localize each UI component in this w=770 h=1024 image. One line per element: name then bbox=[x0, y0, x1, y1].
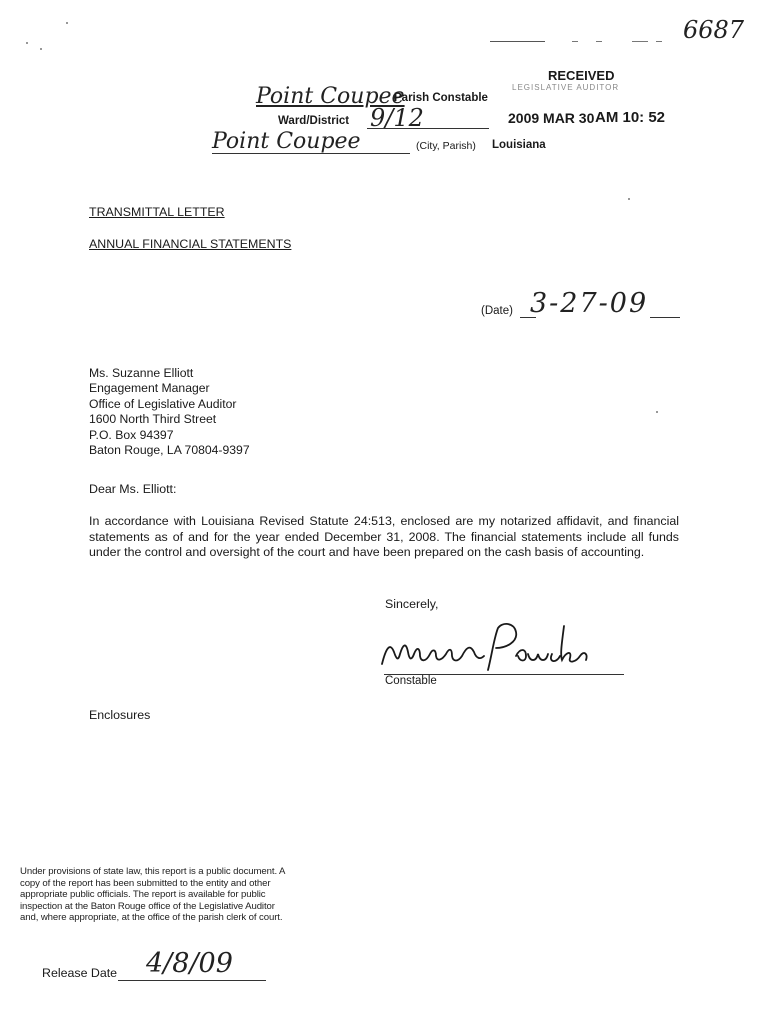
signer-title: Constable bbox=[385, 675, 437, 687]
scan-speck bbox=[66, 22, 68, 24]
city-handwritten: Point Coupee bbox=[212, 129, 361, 154]
date-label: (Date) bbox=[481, 305, 513, 317]
stamp-date: 2009 MAR 30 bbox=[508, 110, 595, 126]
salutation: Dear Ms. Elliott: bbox=[89, 482, 177, 496]
stamp-time: AM 10: 52 bbox=[595, 109, 666, 126]
scan-speck bbox=[26, 42, 28, 44]
address-line: 1600 North Third Street bbox=[89, 412, 217, 427]
release-handwritten: 4/8/09 bbox=[146, 948, 233, 979]
address-line: Office of Legislative Auditor bbox=[89, 396, 237, 411]
title-financial: ANNUAL FINANCIAL STATEMENTS bbox=[89, 237, 292, 251]
scan-speck bbox=[628, 198, 630, 200]
stamp-dept: LEGISLATIVE AUDITOR bbox=[512, 83, 620, 92]
city-label: (City, Parish) bbox=[416, 140, 476, 152]
address-line: Baton Rouge, LA 70804-9397 bbox=[89, 443, 250, 458]
release-label: Release Date bbox=[42, 966, 118, 980]
date-handwritten: 3-27-09 bbox=[530, 288, 649, 319]
recipient-address bbox=[89, 366, 250, 458]
corner-number: 6687 bbox=[683, 16, 745, 44]
top-dash bbox=[656, 41, 662, 42]
city-line bbox=[212, 153, 410, 154]
top-dash bbox=[490, 41, 545, 42]
scan-speck bbox=[40, 48, 42, 50]
state: Louisiana bbox=[492, 139, 546, 151]
enclosures: Enclosures bbox=[89, 708, 151, 722]
top-dash bbox=[572, 41, 578, 42]
release-line bbox=[118, 980, 266, 981]
body-paragraph: In accordance with Louisiana Revised Statute 24:513, enclosed are my notarized affidavit, and financial statements as of and for the year ended December 31, 2008. The financial statements include all funds under the control and oversight of the court and have been prepared on the cash basis of accounting. bbox=[89, 514, 679, 559]
date-line-tail bbox=[650, 317, 680, 318]
ward-handwritten: 9/12 bbox=[370, 104, 424, 132]
top-dash bbox=[596, 41, 602, 42]
top-dash bbox=[632, 41, 648, 42]
ward-label: Ward/District bbox=[278, 115, 350, 127]
title-transmittal: TRANSMITTAL LETTER bbox=[89, 205, 225, 219]
address-line: P.O. Box 94397 bbox=[89, 427, 174, 442]
public-notice: Under provisions of state law, this report is a public document. A copy of the report has been submitted to the entity and other appropriate public officials. The report is available for public inspection at the Baton Rouge office of the Legislative Auditor and, where appropriate, at the office of the parish clerk of court. bbox=[20, 866, 285, 924]
closing: Sincerely, bbox=[385, 597, 439, 611]
address-line: Ms. Suzanne Elliott bbox=[89, 366, 194, 380]
stamp-received: RECEIVED bbox=[548, 68, 615, 83]
parish-handwritten: Point Coupee bbox=[256, 84, 405, 109]
address-line: Engagement Manager bbox=[89, 381, 210, 396]
scan-speck bbox=[656, 411, 658, 413]
parish-label: Parish Constable bbox=[394, 92, 488, 104]
